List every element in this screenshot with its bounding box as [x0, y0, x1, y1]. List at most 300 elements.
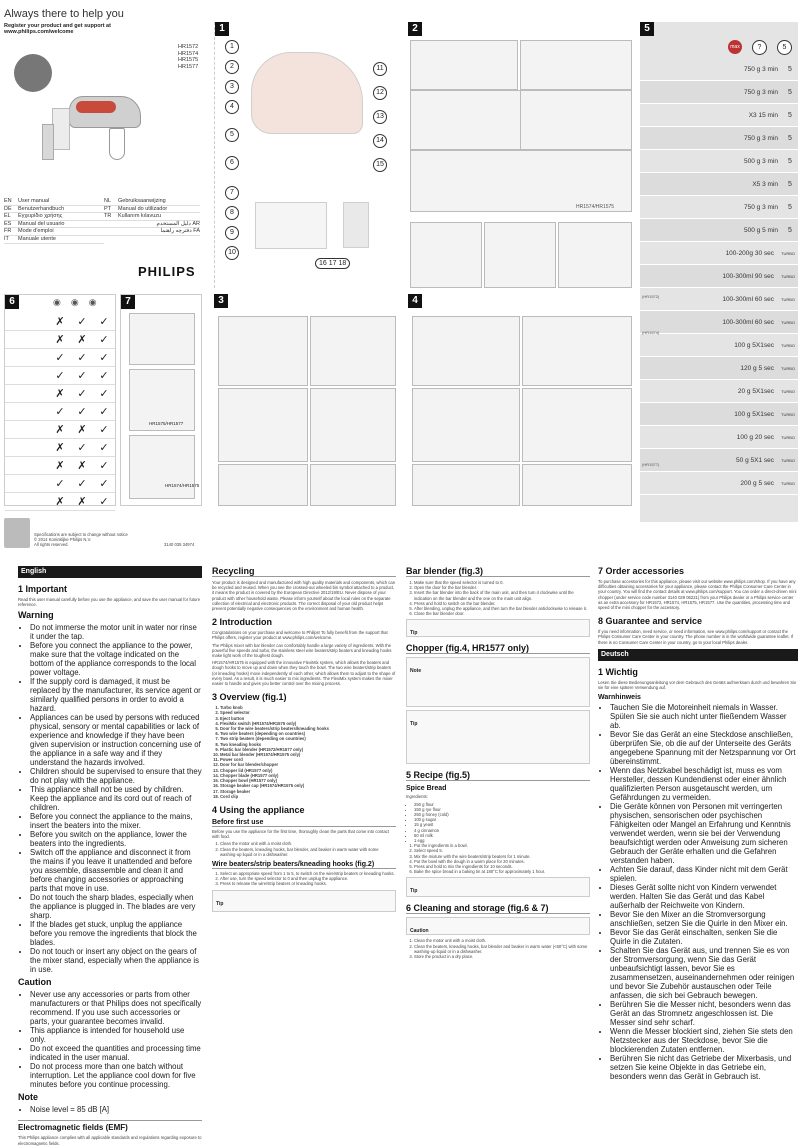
panel-number: 2	[408, 22, 422, 36]
caution-item: • Never use any accessories or parts from other manufacturers or that Philips does not specifically recommend. If you use such accessories or parts, your guarantee becomes invalid.	[30, 990, 202, 1026]
recipe-value: 100-300ml 60 sec	[722, 318, 774, 326]
fig7-step	[129, 435, 200, 499]
overview-item: 3. Eject button	[220, 716, 396, 721]
recipe-header	[640, 36, 798, 58]
warning-item: • Schalten Sie das Gerät aus, und trennen Sie es von der Stromversorgung, wenn Sie das Gerät unbeaufsichtigt lassen, bevor Sie es zusammensetzen, auseinandernehmen oder reinigen und bevor Sie Zubehör austauschen oder Teile anfassen, die sich bei Gebrauch bewegen.	[610, 946, 798, 1000]
fig7-panel	[120, 294, 202, 506]
recipe-row	[640, 449, 798, 472]
beaters-illustration	[255, 202, 327, 249]
side-label: (HR1574)	[642, 330, 660, 335]
lang-name: Benutzerhandbuch	[18, 205, 65, 212]
overview-item: 10. Metal bar blender (HR1574/HR1575 only)	[220, 752, 396, 757]
lang-row[interactable]	[4, 198, 104, 206]
ingredient-icon	[640, 474, 685, 492]
compat-row	[5, 385, 115, 403]
compat-row	[5, 403, 115, 421]
note-label: Note	[410, 668, 422, 675]
recipe-row	[640, 104, 798, 127]
overview-item: 16. Storage beaker cap (HR1574/HR1575 only)	[220, 783, 396, 788]
note-item: • Noise level = 85 dB [A]	[30, 1105, 202, 1114]
fig4-step	[412, 316, 520, 386]
recipe-value: 20 g 5X1sec	[737, 387, 774, 395]
ingredient: • 100 g sugar	[414, 817, 590, 822]
lang-code: AR	[192, 220, 200, 227]
tip-label: Tip	[410, 630, 418, 637]
step-item: 5. Press and hold to mix the ingredients for 10 seconds.	[414, 864, 590, 869]
warning-item: • Bevor Sie das Gerät einschalten, senken Sie die Quirle in die Zutaten.	[610, 928, 798, 946]
note-box	[406, 657, 590, 707]
philips-shield-logo	[4, 518, 30, 548]
wire-title: Wire beaters/strip beaters/kneading hooks (fig.2)	[212, 861, 396, 869]
ingredient-icon	[640, 359, 685, 377]
overview-item: 7. Two strip beaters (depending on countries)	[220, 736, 396, 741]
order-text: To purchase accessories for this appliance, please visit our website www.philips.com/shop. If you have any difficulties obtaining accessories for your appliance, please contact the Philips Consumer Care Center in your country. You will find the contact details at www.philips.com/support. You can order a direct-driven mini chopper (under service code number 3140 029 06221) from your Philips dealer or a Philips service center as an extra accessory for HR1572, HR1574, HR1575, HR1577. Use the quantities, processing time and speed of the mini chopper for the accessory.	[598, 579, 797, 611]
warning-item: • Bevor Sie den Mixer an die Stromversorgung anschließen, setzen Sie die Quirle in den Mixer ein.	[610, 910, 798, 928]
step-item: 5. After blending, unplug the appliance, and then turn the bar blender anticlockwise to release it.	[414, 606, 590, 611]
compat-mark: ✗	[77, 460, 87, 472]
fig5-panel	[640, 22, 798, 522]
fig4-step	[412, 388, 520, 462]
register-url[interactable]: www.philips.com/welcome	[4, 29, 74, 35]
compat-row	[5, 367, 115, 385]
part-icon	[5, 498, 49, 506]
language-table	[4, 198, 200, 244]
recipe-value: X5 3 min	[752, 180, 778, 188]
overview-item: 12. Door for bar blender/chopper	[220, 762, 396, 767]
ingredient: • 250 g honey (cold)	[414, 812, 590, 817]
ingredient-icon	[640, 60, 685, 78]
ingredient: • 250 g flour	[414, 802, 590, 807]
recipe-row	[640, 127, 798, 150]
compat-row	[5, 331, 115, 349]
fig3-step	[310, 464, 396, 506]
lang-code: DE	[4, 205, 12, 212]
bottom-callouts: 16 17 18	[315, 258, 350, 269]
recipe-value: 100 g 20 sec	[736, 433, 774, 441]
overview-item: 9. Plastic bar blender (HR1572/HR1577 only)	[220, 747, 396, 752]
compat-header-icons: ◉◉◉	[53, 297, 107, 307]
lang-code: FR	[4, 228, 12, 235]
warning-item: • Switch off the appliance and disconnect it from the mains if you leave it unattended and before you assemble, disassemble and clean it and before changing accessories or approaching parts that move in use.	[30, 848, 202, 893]
step-item: 1. Clean the motor unit with a moist cloth.	[220, 841, 396, 846]
fig2-step	[410, 222, 482, 288]
compat-mark: ✓	[99, 334, 109, 346]
recipe-row	[640, 426, 798, 449]
callout: 2	[225, 60, 239, 74]
compat-mark: ✗	[77, 496, 87, 508]
fig3-step	[310, 316, 396, 386]
fig2-panel	[408, 22, 634, 288]
lang-name: Manual del usuario	[18, 220, 65, 227]
ingredient-icon	[640, 290, 685, 308]
beaker-illustration	[343, 202, 369, 248]
fig4-step	[412, 464, 520, 506]
caution-item: • Do not exceed the quantities and processing time indicated in the user manual.	[30, 1044, 202, 1062]
compat-row	[5, 475, 115, 493]
seal-badge	[14, 54, 52, 92]
lang-code: NL	[104, 198, 112, 204]
ingredient-icon	[640, 83, 685, 101]
recipe-speed: 5	[788, 203, 792, 211]
rights: All rights reserved.	[34, 542, 69, 548]
recipe-speed: TURBO	[781, 319, 795, 325]
recipe-steps	[406, 843, 590, 874]
recipe-row	[640, 173, 798, 196]
step-item: 1. Put the ingredients in a bowl.	[414, 843, 590, 848]
compat-mark: ✗	[55, 334, 65, 346]
ingredient-icon	[640, 428, 685, 446]
warn-title: Warnhinweis	[598, 694, 641, 702]
ingredient-icon	[640, 198, 685, 216]
compat-mark: ✓	[99, 460, 109, 472]
lang-code: EL	[4, 213, 11, 220]
callout: 3	[225, 80, 239, 94]
warning-item: • Wenn das Netzkabel beschädigt ist, muss es vom Hersteller, dessen Kundendienst oder einer ähnlich qualifizierten Person ausgetauscht werden, um Gefährdungen zu vermeiden.	[610, 766, 798, 802]
callout: 1	[225, 40, 239, 54]
ingredient: • 150 g rye flour	[414, 807, 590, 812]
lang-name: Gebruiksaanwijzing	[118, 198, 166, 204]
step-item: 3. Insert the bar blender into the back of the main unit, and then turn it clockwise until the indication on the bar blender and the one on the main unit align.	[414, 590, 590, 600]
english-column	[18, 566, 202, 1146]
copyright: © 2014 Koninklijke Philips N.V.	[34, 537, 92, 543]
recipe-row	[640, 265, 798, 288]
recipe-speed: 5	[788, 65, 792, 73]
panel-number: 3	[214, 294, 228, 308]
compat-mark: ✓	[55, 478, 65, 490]
mixer-accent	[76, 101, 116, 113]
warning-item: • Die Geräte können von Personen mit verringerten physischen, sensorischen oder psychischen Fähigkeiten oder Mangel an Erfahrung und Kenntnis verwendet werden, wenn sie bei der Verwendung beaufsichtigt werden oder Anweisung zum sicheren Gebrauch der Geräte erhalten und die Gefahren verstanden haben.	[610, 802, 798, 865]
warning-item: • Achten Sie darauf, dass Kinder nicht mit dem Gerät spielen.	[610, 865, 798, 883]
part-icon	[5, 426, 49, 434]
recipe-row	[640, 311, 798, 334]
recipe-row	[640, 288, 798, 311]
compat-mark: ✓	[99, 424, 109, 436]
compat-mark: ✓	[99, 352, 109, 364]
compat-mark: ✓	[77, 388, 87, 400]
lang-row[interactable]	[4, 228, 104, 236]
section-important: 1 Important	[18, 584, 68, 594]
part-icon	[5, 336, 49, 344]
compat-row	[5, 313, 115, 331]
fig3-panel	[214, 294, 394, 504]
guarantee-text: If you need information, need service, or need information, see www.philips.com/support or contact the Philips Consumer Care Center in your country. The phone number is in the worldwide guarantee leaflet. If there is no Consumer Care Center in your country, go to your local Philips dealer.	[598, 629, 794, 645]
language-band: English	[18, 566, 202, 578]
overview-item: 17. Storage beaker	[220, 789, 396, 794]
compat-mark: ✓	[55, 370, 65, 382]
overview-item: 4. FlexiMix switch (HR1574/HR1575 only)	[220, 721, 396, 726]
ingredient-icon	[640, 405, 685, 423]
recipe-row	[640, 403, 798, 426]
compat-mark: ✗	[77, 424, 87, 436]
side-label: (HR1577)	[642, 462, 660, 467]
overview-item: 11. Power cord	[220, 757, 396, 762]
compat-mark: ✗	[55, 496, 65, 508]
lang-row[interactable]	[104, 213, 200, 221]
callout: 13	[373, 110, 387, 124]
part-icon	[5, 480, 49, 488]
panel-number: 6	[5, 295, 19, 309]
recipe-row	[640, 58, 798, 81]
model-item: HR1575	[178, 57, 199, 64]
warning-item: • Bevor Sie das Gerät an eine Steckdose anschließen, überprüfen Sie, ob die auf der Unterseite des Geräts angegebene Spannung mit der Netzspannung vor Ort übereinstimmt.	[610, 730, 798, 766]
wire-steps	[212, 871, 396, 887]
compat-mark: ✗	[55, 460, 65, 472]
beater-image	[109, 128, 125, 160]
compat-mark: ✓	[77, 370, 87, 382]
tip-box	[212, 890, 396, 912]
fig6-panel	[4, 294, 116, 506]
beaker-image	[52, 108, 70, 150]
compat-table	[5, 313, 115, 511]
warning-item: • Do not touch or insert any object on the gears of the mixer stand, especially when the appliance is in use.	[30, 947, 202, 974]
model-item: HR1577	[178, 63, 199, 70]
compat-mark: ✗	[55, 316, 65, 328]
compat-mark: ✓	[77, 478, 87, 490]
panel-number: 4	[408, 294, 422, 308]
warning-item: • Before you connect the appliance to the power, make sure that the voltage indicated on the bottom of the appliance corresponds to the local power voltage.	[30, 641, 202, 677]
warning-item: • Before you connect the appliance to the mains, insert the beaters into the mixer.	[30, 812, 202, 830]
callout: 15	[373, 158, 387, 172]
overview-item: 15. Chopper bowl (HR1577 only)	[220, 778, 396, 783]
recipe-value: 500 g 3 min	[744, 157, 778, 165]
fig4-panel	[408, 294, 634, 504]
warning-item: • Wenn die Messer blockiert sind, ziehen Sie stets den Netzstecker aus der Steckdose, bevor Sie die blockierenden Zutaten entfernen.	[610, 1027, 798, 1054]
ingredients-label: Ingredients:	[406, 794, 428, 800]
recipe-row	[640, 196, 798, 219]
compat-row	[5, 349, 115, 367]
recipe-value: 750 g 3 min	[744, 65, 778, 73]
right-callouts	[373, 62, 387, 172]
warning-item: • If the blades get stuck, unplug the appliance before you remove the ingredients that block the blades.	[30, 920, 202, 947]
max-icon: max	[728, 40, 742, 54]
cover-panel	[4, 8, 200, 288]
model-list	[178, 44, 198, 70]
before-title: Before first use	[212, 819, 396, 827]
lang-code: PT	[104, 205, 112, 212]
callout: 4	[225, 100, 239, 114]
ingredient-icon	[640, 336, 685, 354]
part-icon	[5, 462, 49, 470]
lang-code: EN	[4, 198, 12, 204]
step-item: 1. Make sure that the speed selector is turned to 0.	[414, 580, 590, 585]
recipe-speed: 5	[788, 226, 792, 234]
ingredient-icon	[640, 175, 685, 193]
overview-item: 6. Two wire beaters (depending on countries)	[220, 731, 396, 736]
recipe-title: 5 Recipe (fig.5)	[406, 770, 590, 781]
overview-title: 3 Overview (fig.1)	[212, 692, 287, 703]
caution-item: • Do not process more than one batch without interruption. Let the appliance cool down for five minutes before you continue processing.	[30, 1062, 202, 1089]
step-item: 3. Press to release the wire/strip beaters or kneading hooks.	[220, 881, 396, 886]
fig7-step	[129, 313, 195, 365]
note-title: Note	[18, 1092, 38, 1103]
recipe-speed: TURBO	[781, 480, 795, 486]
note-list	[18, 1105, 202, 1114]
warning-item: • Berühren Sie die Messer nicht, besonders wenn das Gerät an das Stromnetz angeschlossen ist. Die Messer sind sehr scharf.	[610, 1000, 798, 1027]
emf-text: This Philips appliance complies with all applicable standards and regulations regarding exposure to electromagnetic fields.	[18, 1135, 202, 1146]
column-4	[598, 566, 798, 1118]
caution-title: Caution	[18, 977, 52, 988]
caution-box	[406, 917, 590, 935]
compat-mark: ✗	[55, 424, 65, 436]
lang-row[interactable]	[4, 236, 104, 244]
fig4-step	[522, 388, 632, 462]
step-item: 6. Close the bar blender door.	[414, 611, 590, 616]
caution-list	[18, 990, 202, 1089]
recipe-speed: TURBO	[781, 273, 795, 279]
model-label: HR1574/HR1575	[165, 483, 200, 488]
lang-name: Manuale utente	[18, 235, 56, 242]
ingredient: • 1 egg	[414, 838, 590, 843]
lang-name: دفترچه راهنما	[160, 228, 192, 235]
overview-item: 1. Turbo knob	[220, 705, 396, 710]
intro-text: Congratulations on your purchase and welcome to Philips! To fully benefit from the support that Philips offers, register your product at www.philips.com/welcome.	[212, 630, 388, 641]
recipe-speed: 5	[788, 180, 792, 188]
recipe-row	[640, 242, 798, 265]
fig2-step	[410, 40, 518, 90]
callout: 11	[373, 62, 387, 76]
ingredient-icon	[640, 129, 685, 147]
register-text: Register your product and get support at	[4, 23, 111, 29]
step-item: 2. Open the door for the bar blender.	[414, 585, 590, 590]
product-photo	[14, 46, 154, 166]
compat-row	[5, 457, 115, 475]
tip-box	[406, 710, 590, 764]
lang-name: Manual do utilizador	[118, 205, 168, 212]
emf-title: Electromagnetic fields (EMF)	[18, 1120, 202, 1132]
compat-mark: ✓	[55, 352, 65, 364]
lang-name: دليل المستخدم	[156, 220, 191, 227]
lang-code: ES	[4, 220, 12, 227]
callout: 7	[225, 186, 239, 200]
recipe-speed: 5	[788, 134, 792, 142]
overview-item: 14. Chopper blade (HR1577 only)	[220, 773, 396, 778]
recipe-row	[640, 81, 798, 104]
model-label: HR1574/HR1575	[576, 204, 615, 210]
step-item: 1. Select an appropriate speed from 1 to 5, to switch on the wire/strip beaters or kneading hooks.	[220, 871, 396, 876]
callout: 6	[225, 156, 239, 170]
fig3-step	[218, 316, 308, 386]
lang-code: TR	[104, 213, 112, 220]
warning-title: Warning	[18, 610, 54, 621]
chopper-title: Chopper (fig.4, HR1577 only)	[406, 643, 590, 654]
speed-icon: 5	[777, 40, 792, 55]
use-title: 4 Using the appliance	[212, 804, 305, 815]
caution-label: Caution	[410, 928, 429, 935]
compat-mark: ✓	[99, 388, 109, 400]
callout: 10	[225, 246, 239, 260]
philips-logo: PHILIPS	[138, 264, 196, 279]
model-label: HR1575/HR1577	[149, 421, 184, 426]
compat-row	[5, 421, 115, 439]
time-icon: ?	[752, 40, 767, 55]
recipe-speed: 5	[788, 88, 792, 96]
lang-name: Mode d'emploi	[18, 228, 54, 235]
callout: 5	[225, 128, 239, 142]
warning-item: • Dieses Gerät sollte nicht von Kindern verwendet werden. Halten Sie das Gerät und das Kabel außerhalb der Reichweite von Kindern.	[610, 883, 798, 910]
step-item: 3. Store the product in a dry place.	[414, 954, 590, 959]
recipe-value: 100 g 5X1sec	[734, 410, 774, 418]
intro-title: 2 Introduction	[212, 617, 272, 628]
ingredient-icon	[640, 152, 685, 170]
fig2-step	[484, 222, 556, 288]
callout: 8	[225, 206, 239, 220]
overview-item: 18. Cord clip	[220, 794, 396, 799]
recipe-row	[640, 334, 798, 357]
recipe-speed: 5	[788, 111, 792, 119]
compat-mark: ✓	[77, 442, 87, 454]
recipe-value: 100-300ml 60 sec	[722, 295, 774, 303]
compat-row	[5, 493, 115, 511]
recipe-list	[640, 58, 798, 495]
warnhinweis-list	[598, 703, 798, 1081]
compat-mark: ✓	[99, 370, 109, 382]
column-3	[406, 566, 590, 1118]
fig2-step	[520, 40, 632, 90]
recipe-speed: TURBO	[781, 411, 795, 417]
step-item: 2. Select speed 5.	[414, 848, 590, 853]
recipe-value: 200 g 5 sec	[740, 479, 774, 487]
lang-row[interactable]	[4, 221, 104, 229]
wichtig-title: 1 Wichtig	[598, 666, 638, 677]
guarantee-title: 8 Guarantee and service	[598, 616, 703, 627]
warning-item: • If the supply cord is damaged, it must be replaced by the manufacturer, its service agent or similarly qualified persons in order to avoid a hazard.	[30, 677, 202, 713]
recipe-row	[640, 219, 798, 242]
compat-mark: ✓	[77, 406, 87, 418]
spice-bread-title: Spice Bread	[406, 785, 447, 793]
ingredient: • 50 ml milk	[414, 833, 590, 838]
lang-name: User manual	[18, 198, 50, 204]
step-item: 2. Clean the beaters, kneading hooks, bar blender, and beaker in warm water with some washing-up liquid or in a dishwasher.	[220, 847, 396, 857]
recipe-speed: TURBO	[781, 434, 795, 440]
part-icon	[5, 354, 49, 362]
lang-row[interactable]	[104, 206, 200, 214]
compat-mark: ✓	[77, 316, 87, 328]
before-text: Before you use the appliance for the first time, thoroughly clean the parts that come into contact with food.	[212, 828, 389, 840]
before-steps	[212, 841, 396, 857]
panel-number: 1	[215, 22, 229, 36]
ingredient-icon	[640, 244, 685, 262]
overview-item: 5. Door for the wire beaters/strip beaters/kneading hooks	[220, 726, 396, 731]
lang-row[interactable]	[104, 198, 200, 206]
compat-mark: ✓	[99, 478, 109, 490]
step-item: 2. After use, turn the speed selector to 0 and then unplug the appliance.	[220, 876, 396, 881]
lang-row[interactable]	[104, 228, 200, 236]
warning-item: • Tauchen Sie die Motoreinheit niemals in Wasser. Spülen Sie sie auch nicht unter fließendem Wasser ab.	[610, 703, 798, 730]
step-item: 3. Mix the mixture with the wire beaters/strip beaters for 1 minute.	[414, 854, 590, 859]
overview-item: 2. Speed selector	[220, 710, 396, 715]
cleaning-title: 6 Cleaning and storage (fig.6 & 7)	[406, 903, 590, 914]
recipe-value: 750 g 3 min	[744, 203, 778, 211]
blender-image	[42, 124, 54, 160]
recipe-value: 100-200g 30 sec	[725, 249, 774, 257]
lang-row[interactable]	[4, 213, 104, 221]
lang-name: Kullanım kılavuzu	[118, 213, 162, 220]
ingredient-icon	[640, 382, 685, 400]
ingredient: • 4 g cinnamon	[414, 828, 590, 833]
compat-mark: ✗	[77, 334, 87, 346]
compat-mark: ✓	[99, 316, 109, 328]
clean-steps	[406, 938, 590, 959]
fig1-panel	[214, 22, 395, 288]
recipe-speed: TURBO	[781, 365, 795, 371]
doc-number: 3140 035 34974	[164, 542, 195, 547]
overview-item: 8. Two kneading hooks	[220, 742, 396, 747]
recipe-value: 500 g 5 min	[744, 226, 778, 234]
callout: 12	[373, 86, 387, 100]
recipe-speed: TURBO	[781, 388, 795, 394]
recipe-value: 100 g 5X1sec	[734, 341, 774, 349]
tip-box	[406, 877, 590, 897]
